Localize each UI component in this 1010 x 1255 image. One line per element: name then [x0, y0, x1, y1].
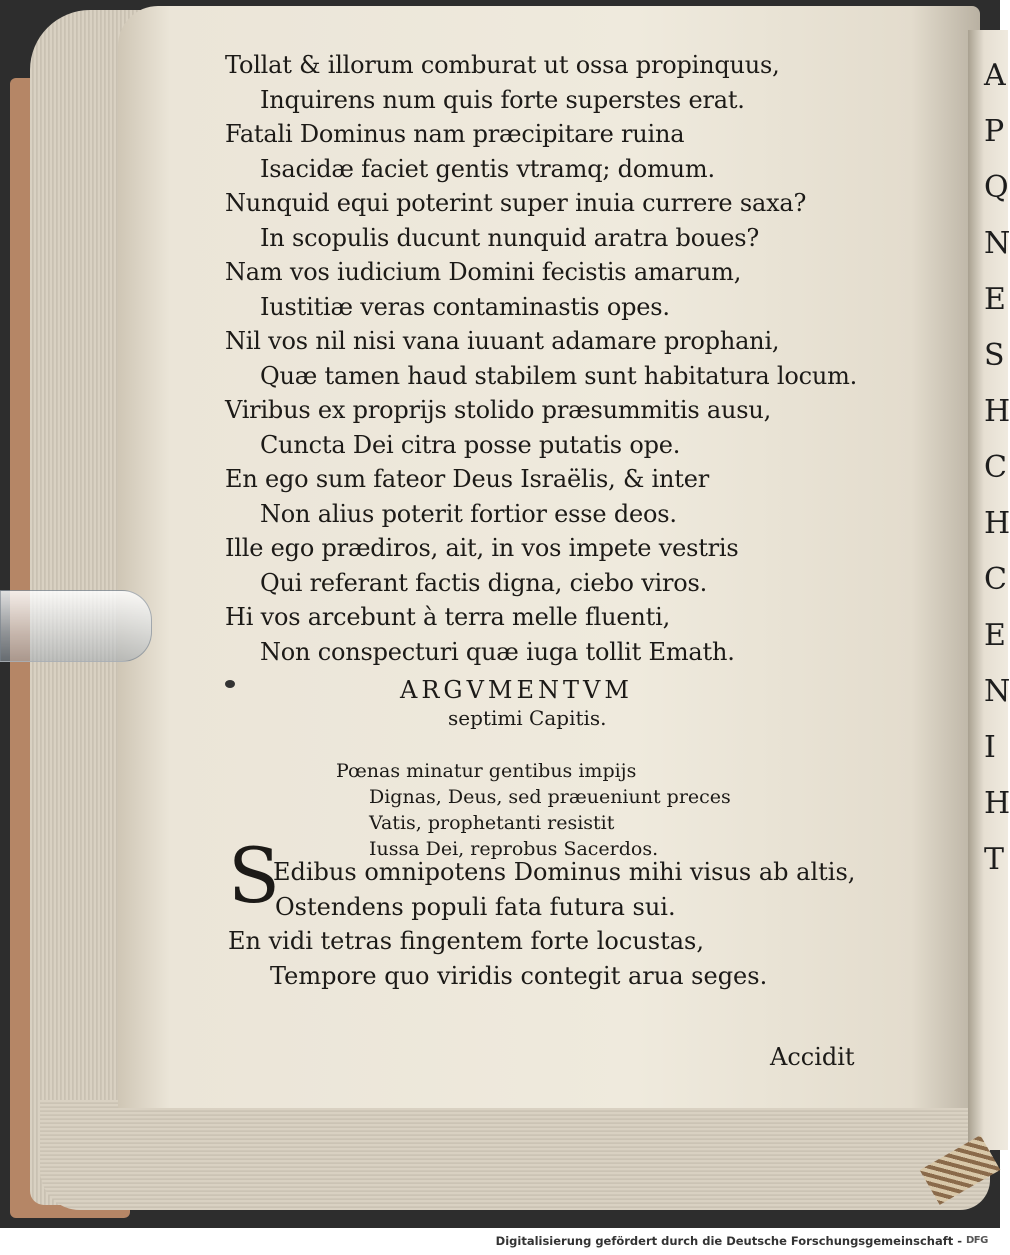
argument-line: Vatis, prophetanti resistit: [369, 812, 615, 834]
verse-line: In scopulis ducunt nunquid aratra boues?: [260, 223, 760, 252]
right-page-letter: I: [984, 730, 996, 765]
verse-line: Hi vos arcebunt à terra melle fluenti,: [225, 603, 671, 631]
right-page-letters: [984, 48, 1010, 888]
argument-line: Pœnas minatur gentibus impijs: [336, 760, 637, 782]
verse-line: Isacidæ faciet gentis vtramq; domum.: [260, 154, 715, 183]
verse-line: Non alius poterit fortior esse deos.: [260, 499, 677, 528]
right-page-letter: C: [984, 562, 1007, 597]
right-page-letter: A: [984, 58, 1006, 93]
footer-bar: [0, 1228, 1000, 1255]
verse-line: Quæ tamen haud stabilem sunt habitatura locum.: [260, 361, 858, 390]
verse-line: Nunquid equi poterint super inuia currere saxa?: [225, 189, 807, 217]
right-page-letter: C: [984, 450, 1007, 485]
right-page-letter: E: [984, 618, 1006, 653]
verse-line: Qui referant factis digna, ciebo viros.: [260, 568, 708, 597]
verse-line: Nam vos iudicium Domini fecistis amarum,: [225, 258, 742, 286]
chapter-line: Tempore quo viridis contegit arua seges.: [270, 961, 768, 990]
right-page-letter: N: [984, 674, 1010, 709]
verse-line: En ego sum fateor Deus Israëlis, & inter: [225, 465, 710, 493]
verse-line: Non conspecturi quæ iuga tollit Emath.: [260, 637, 735, 666]
argument-line: Iussa Dei, reprobus Sacerdos.: [369, 838, 659, 860]
chapter-line: En vidi tetras fingentem forte locustas,: [228, 927, 704, 955]
chapter-line: Ostendens populi fata futura sui.: [275, 892, 676, 921]
verse-line: Cuncta Dei citra posse putatis ope.: [260, 430, 681, 459]
right-page-letter: E: [984, 282, 1006, 317]
catchword: Accidit: [770, 1043, 855, 1071]
verse-line: Nil vos nil nisi vana iuuant adamare prophani,: [225, 327, 780, 355]
right-page-letter: H: [984, 506, 1010, 541]
right-page-letter: T: [984, 842, 1005, 877]
verse-line: Inquirens num quis forte superstes erat.: [260, 85, 745, 114]
dropcap-initial: S: [228, 831, 281, 920]
chapter-first-line: Edibus omnipotens Dominus mihi visus ab altis,: [273, 858, 856, 886]
dfg-logo-icon: DFG: [966, 1235, 988, 1246]
right-page-letter: H: [984, 786, 1010, 821]
argument-heading: ARGVMENTVM: [400, 676, 633, 704]
right-page-letter: Q: [984, 170, 1009, 205]
argument-line: Dignas, Deus, sed præueniunt preces: [369, 786, 731, 808]
verse-block: [225, 48, 857, 669]
verse-line: Viribus ex proprijs stolido præsummitis ausu,: [225, 396, 772, 424]
verse-line: Iustitiæ veras contaminastis opes.: [260, 292, 670, 321]
argument-stanza: [336, 758, 731, 862]
page-edges-bottom: [40, 1100, 990, 1210]
right-page-letter: P: [984, 114, 1005, 149]
ornament-dot: [225, 680, 235, 688]
verse-line: Fatali Dominus nam præcipitare ruina: [225, 120, 685, 148]
glass-bookmark: [0, 590, 152, 662]
right-page-letter: S: [984, 338, 1005, 373]
verse-line: Tollat & illorum comburat ut ossa propinquus,: [225, 51, 780, 79]
footer-credit: Digitalisierung gefördert durch die Deutsche Forschungsgemeinschaft -: [495, 1234, 962, 1248]
verse-line: Ille ego prædiros, ait, in vos impete vestris: [225, 534, 739, 562]
argument-subheading: septimi Capitis.: [448, 706, 607, 730]
right-page-letter: H: [984, 394, 1010, 429]
right-page-letter: N: [984, 226, 1010, 261]
chapter-verse: [228, 855, 855, 993]
